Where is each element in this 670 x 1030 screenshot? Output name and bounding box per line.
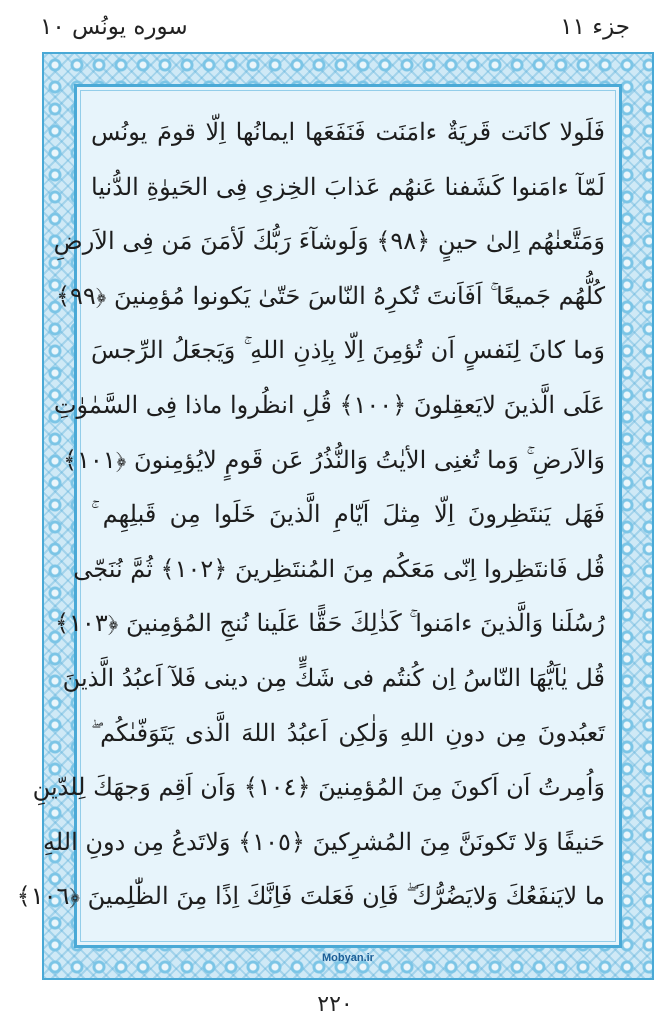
verse-line: رُسُلَنا وَالَّذينَ ءامَنوا ۚ كَذٰلِكَ حَقًّا عَلَينا نُنجِ المُؤمِنينَ ﴿١٠٣﴾: [54, 609, 605, 638]
verse-line: قُل فَانتَظِروا اِنّى مَعَكُم مِنَ المُنتَظِرينَ ﴿١٠٢﴾ ثُمَّ نُنَجّى: [73, 554, 605, 583]
verse-line: فَهَل يَنتَظِرونَ اِلّا مِثلَ اَيّامِ الَّذينَ خَلَوا مِن قَبلِهِم ۚ: [91, 500, 605, 529]
verse-line: كُلُّهُم جَميعًا ۚ اَفَاَنتَ تُكرِهُ النّاسَ حَتّىٰ يَكونوا مُؤمِنينَ ﴿٩٩﴾: [55, 281, 605, 310]
verse-line: عَلَى الَّذينَ لايَعقِلونَ ﴿١٠٠﴾ قُلِ انظُروا ماذا فِى السَّمٰوٰتِ: [53, 390, 605, 419]
verse-line: ما لايَنفَعُكَ وَلايَضُرُّكَ ۖ فَاِن فَعَلتَ فَاِنَّكَ اِذًا مِنَ الظّٰلِمينَ ﴿١٠٦﴾: [16, 882, 605, 911]
verse-line: فَلَولا كانَت قَريَةٌ ءامَنَت فَنَفَعَها ايمانُها اِلّا قومَ يونُس: [91, 118, 605, 146]
verse-line: وَالاَرضِ ۚ وَما تُغنِى الأيٰتُ وَالنُّذُرُ عَن قَومٍ لايُؤمِنونَ ﴿١٠١﴾: [62, 445, 605, 474]
page-header: [40, 10, 630, 44]
ornamental-frame: [16, 52, 654, 980]
verse-line: قُل يٰاَيُّهَا النّاسُ اِن كُنتُم فى شَكٍّ مِن دينى فَلآ اَعبُدُ الَّذينَ: [62, 663, 605, 692]
text-panel: [16, 84, 622, 948]
watermark-text: Mobyan.ir: [322, 952, 374, 964]
verse-line: لَمّآ ءامَنوا كَشَفنا عَنهُم عَذابَ الخِزىِ فِى الحَيوٰةِ الدُّنيا: [91, 172, 605, 201]
verse-lines: [16, 105, 605, 924]
verse-line: تَعبُدونَ مِن دونِ اللهِ وَلٰكِن اَعبُدُ اللهَ الَّذى يَتَوَفّىٰكُم ۖ: [91, 718, 605, 747]
verse-line: وَاُمِرتُ اَن اَكونَ مِنَ المُؤمِنينَ ﴿١٠٤﴾ وَاَن اَقِم وَجهَكَ لِلدّينِ: [32, 773, 605, 802]
juz-label: جزء ١١: [560, 14, 630, 40]
verse-line: وَما كانَ لِنَفسٍ اَن تُؤمِنَ اِلّا بِاِذنِ اللهِ ۚ وَيَجعَلُ الرِّجسَ: [91, 336, 605, 365]
verse-line: حَنيفًا وَلا تَكونَنَّ مِنَ المُشرِكينَ ﴿١٠٥﴾ وَلاتَدعُ مِن دونِ اللهِ: [42, 827, 605, 856]
page-number: ٢٢٠: [317, 992, 353, 1017]
surah-name: سوره يونُس ١٠: [40, 14, 188, 40]
verse-line: وَمَتَّعنٰهُم اِلىٰ حينٍ ﴿٩٨﴾ وَلَوشآءَ رَبُّكَ لَأمَنَ مَن فِى الاَرضِ: [53, 227, 605, 256]
